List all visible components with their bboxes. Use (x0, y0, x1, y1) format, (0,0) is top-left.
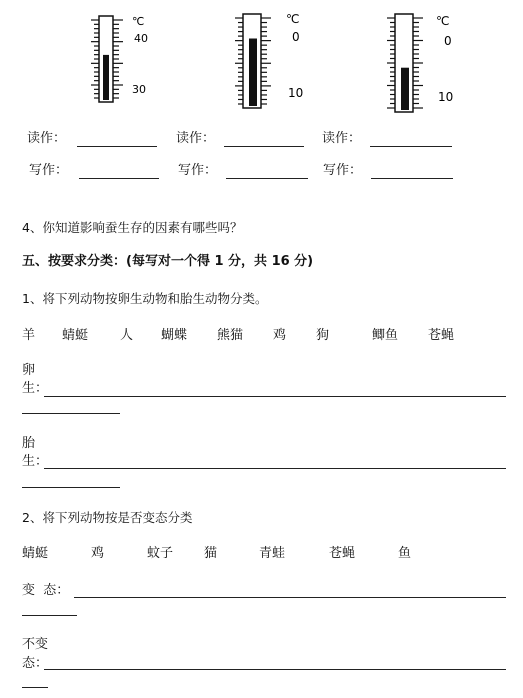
question-5-1: 1、将下列动物按卵生动物和胎生动物分类。 (22, 291, 268, 306)
answer-line[interactable] (226, 178, 308, 179)
answer-line[interactable] (79, 178, 159, 179)
animal-list-1 (0, 328, 523, 344)
category-no-metamorphosis-label-a: 不变 (22, 637, 49, 652)
category-viviparous-label-a: 胎 (22, 436, 36, 451)
write-label-3: 写作： (323, 163, 363, 178)
mercury-column (249, 39, 257, 107)
question-4: 4、你知道影响蚕生存的因素有哪些吗？ (22, 220, 243, 235)
answer-line[interactable] (74, 597, 506, 598)
thermometer-upper-label: 0 (292, 30, 300, 44)
thermometer-upper-label: 40 (134, 32, 148, 45)
write-label-2: 写作： (178, 163, 218, 178)
answer-line[interactable] (77, 146, 157, 147)
answer-line[interactable] (224, 146, 304, 147)
animal-item: 苍蝇 (329, 546, 356, 561)
animal-item: 蚊子 (147, 546, 174, 561)
read-label-3: 读作： (322, 131, 362, 146)
mercury-column (401, 68, 409, 110)
answer-line[interactable] (22, 487, 120, 488)
read-label-2: 读作： (176, 131, 216, 146)
category-oviparous-label-b: 生： (22, 381, 49, 396)
thermometer-unit: ℃ (436, 14, 450, 28)
animal-item: 熊猫 (217, 328, 244, 343)
animal-item: 鸡 (273, 328, 287, 343)
animal-item: 人 (120, 328, 134, 343)
answer-line[interactable] (44, 468, 506, 469)
category-oviparous-label-a: 卵 (22, 363, 36, 378)
thermometer-lower-label: 10 (288, 86, 304, 100)
answer-line[interactable] (370, 146, 452, 147)
animal-item: 蝴蝶 (161, 328, 188, 343)
category-no-metamorphosis-label-b: 态： (22, 656, 49, 671)
answer-line[interactable] (22, 687, 48, 688)
thermometer-upper-label: 0 (444, 34, 452, 48)
question-5-2: 2、将下列动物按是否变态分类 (22, 510, 193, 525)
thermometer-unit: ℃ (132, 15, 145, 28)
animal-item: 羊 (22, 328, 36, 343)
thermometer-1 (80, 14, 160, 110)
animal-item: 猫 (204, 546, 218, 561)
animal-item: 青蛙 (259, 546, 286, 561)
thermometer-3 (374, 12, 468, 120)
answer-line[interactable] (371, 178, 453, 179)
answer-line[interactable] (22, 413, 120, 414)
animal-item: 鲫鱼 (372, 328, 399, 343)
answer-line[interactable] (44, 669, 506, 670)
thermometer-lower-label: 30 (132, 83, 146, 96)
mercury-column (103, 55, 109, 100)
answer-line[interactable] (22, 615, 77, 616)
animal-list-2 (0, 546, 523, 562)
animal-item: 鸡 (91, 546, 105, 561)
thermometer-unit: ℃ (286, 12, 300, 26)
animal-item: 蜻蜓 (62, 328, 89, 343)
animal-item: 狗 (316, 328, 330, 343)
read-label-1: 读作： (27, 131, 67, 146)
animal-item: 苍蝇 (428, 328, 455, 343)
thermometer-2 (222, 12, 316, 116)
animal-item: 蜻蜓 (22, 546, 49, 561)
section-5-heading: 五、按要求分类：(每写对一个得 1 分，共 16 分) (22, 254, 314, 269)
category-metamorphosis-label: 变 态： (22, 583, 70, 598)
write-label-1: 写作： (29, 163, 69, 178)
answer-line[interactable] (44, 396, 506, 397)
thermometer-lower-label: 10 (438, 90, 454, 104)
animal-item: 鱼 (398, 546, 412, 561)
category-viviparous-label-b: 生： (22, 454, 49, 469)
